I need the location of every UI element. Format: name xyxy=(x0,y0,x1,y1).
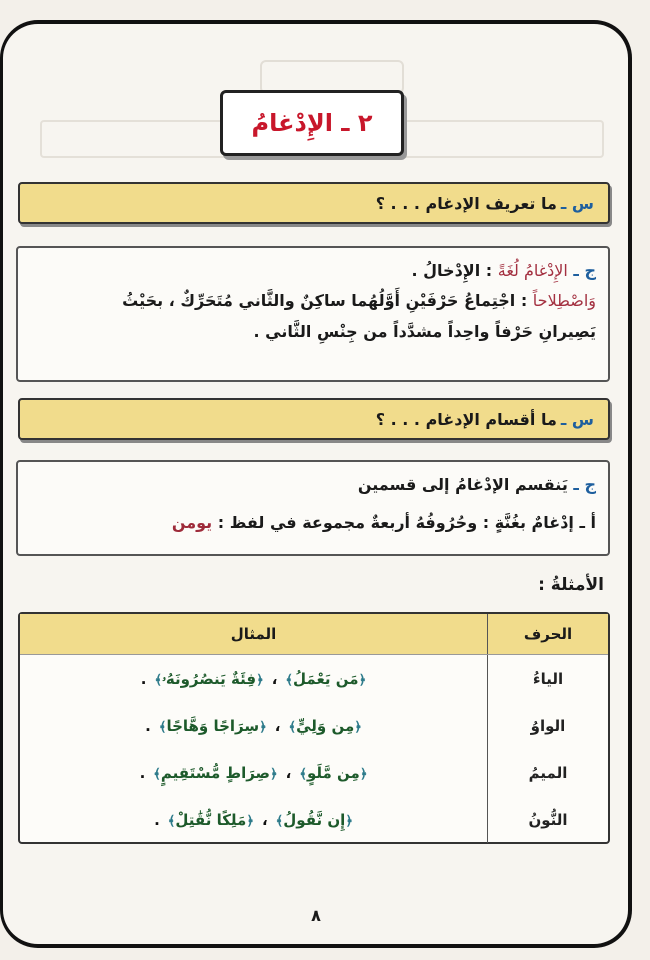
answer-text: يَنقسم الإدْغامُ إلى قسمين xyxy=(357,475,568,494)
def-lugha: : الإِدْخالُ . xyxy=(411,261,493,280)
example-1: ﴿مِن وَلِيٍّ﴾ xyxy=(288,716,362,735)
answer-line-1 xyxy=(30,470,596,500)
question-divisions xyxy=(18,398,610,440)
table-row xyxy=(20,655,608,702)
example-2: ﴿سِرَاجًا وَهَّاجًا﴾ xyxy=(158,716,267,735)
answer-divisions xyxy=(16,460,610,556)
item-a-text: أ ـ إدْغامٌ بغُنَّةٍ : وحُرُوفُهُ أربعةٌ مجموعة في لفظ : xyxy=(217,513,596,533)
row-example: ﴿مِن وَلِيٍّ﴾ ، ﴿سِرَاجًا وَهَّاجًا﴾ . xyxy=(145,716,362,735)
example-1: ﴿مِن مَّلَوٍ﴾ xyxy=(299,763,368,782)
term-istilah: وَاصْطِلاحاً xyxy=(532,291,596,311)
row-letter: الميمُ xyxy=(487,749,608,796)
answer-line-lugha xyxy=(30,256,596,286)
question-text: ما أقسام الإدغام . . . ؟ xyxy=(375,409,557,429)
row-letter: النُّونُ xyxy=(487,796,608,843)
answer-prefix: ج ـ xyxy=(573,475,596,494)
example-2: ﴿صِرَاطٍ مُّسْتَقِيمٍ﴾ xyxy=(153,763,278,782)
example-1: ﴿مَن يَعْمَلُ﴾ xyxy=(285,669,367,688)
def-istilah-1: : اجْتِماعُ حَرْفَيْنِ أَوَّلُهُما ساكِنٌ والثَّاني مُتَحَرِّكٌ ، بحَيْثُ xyxy=(122,291,528,311)
header-example: المثال xyxy=(230,625,277,643)
answer-line-istilah xyxy=(30,286,596,316)
item-a-keyword: يومن xyxy=(171,513,213,533)
header-letter: الحرف xyxy=(487,614,608,654)
row-letter: الواوُ xyxy=(487,702,608,749)
table-header xyxy=(20,614,608,655)
term-lugha: الإِدْغامُ لُغَةً xyxy=(497,261,568,280)
row-letter: الياءُ xyxy=(487,655,608,702)
answer-line-istilah-2: يَصِيرانِ حَرْفاً واحِداً مشدَّداً من جِنْسِ الثَّاني . xyxy=(253,321,596,341)
example-2: ﴿مَلِكًا نُّقَٰتِلْ﴾ xyxy=(167,810,254,829)
answer-definition xyxy=(16,246,610,382)
page-number: ٨ xyxy=(311,906,321,925)
row-example: ﴿إِن نَّقُولُ﴾ ، ﴿مَلِكًا نُّقَٰتِلْ﴾ . xyxy=(154,810,353,829)
bleed-through-text xyxy=(260,60,404,94)
examples-table xyxy=(18,612,610,844)
row-example: ﴿مَن يَعْمَلُ﴾ ، ﴿فِئَةٌ يَنصُرُونَهُۥ﴾ . xyxy=(140,669,367,688)
example-2: ﴿فِئَةٌ يَنصُرُونَهُۥ﴾ xyxy=(154,669,264,688)
table-row xyxy=(20,702,608,749)
table-row xyxy=(20,749,608,796)
example-1: ﴿إِن نَّقُولُ﴾ xyxy=(275,810,353,829)
question-definition xyxy=(18,182,610,224)
answer-prefix: ج ـ xyxy=(573,261,596,280)
question-text: ما تعريف الإدغام . . . ؟ xyxy=(375,193,557,213)
question-prefix: س ـ xyxy=(560,193,594,213)
examples-heading: الأمثلةُ : xyxy=(538,575,604,595)
page-title xyxy=(220,90,404,156)
row-example: ﴿مِن مَّلَوٍ﴾ ، ﴿صِرَاطٍ مُّسْتَقِيمٍ﴾ . xyxy=(139,763,368,782)
question-prefix: س ـ xyxy=(560,409,594,429)
answer-item-a xyxy=(30,508,596,538)
table-row xyxy=(20,796,608,843)
page-title-text: ٢ ـ الإِدْغامُ xyxy=(251,109,373,137)
